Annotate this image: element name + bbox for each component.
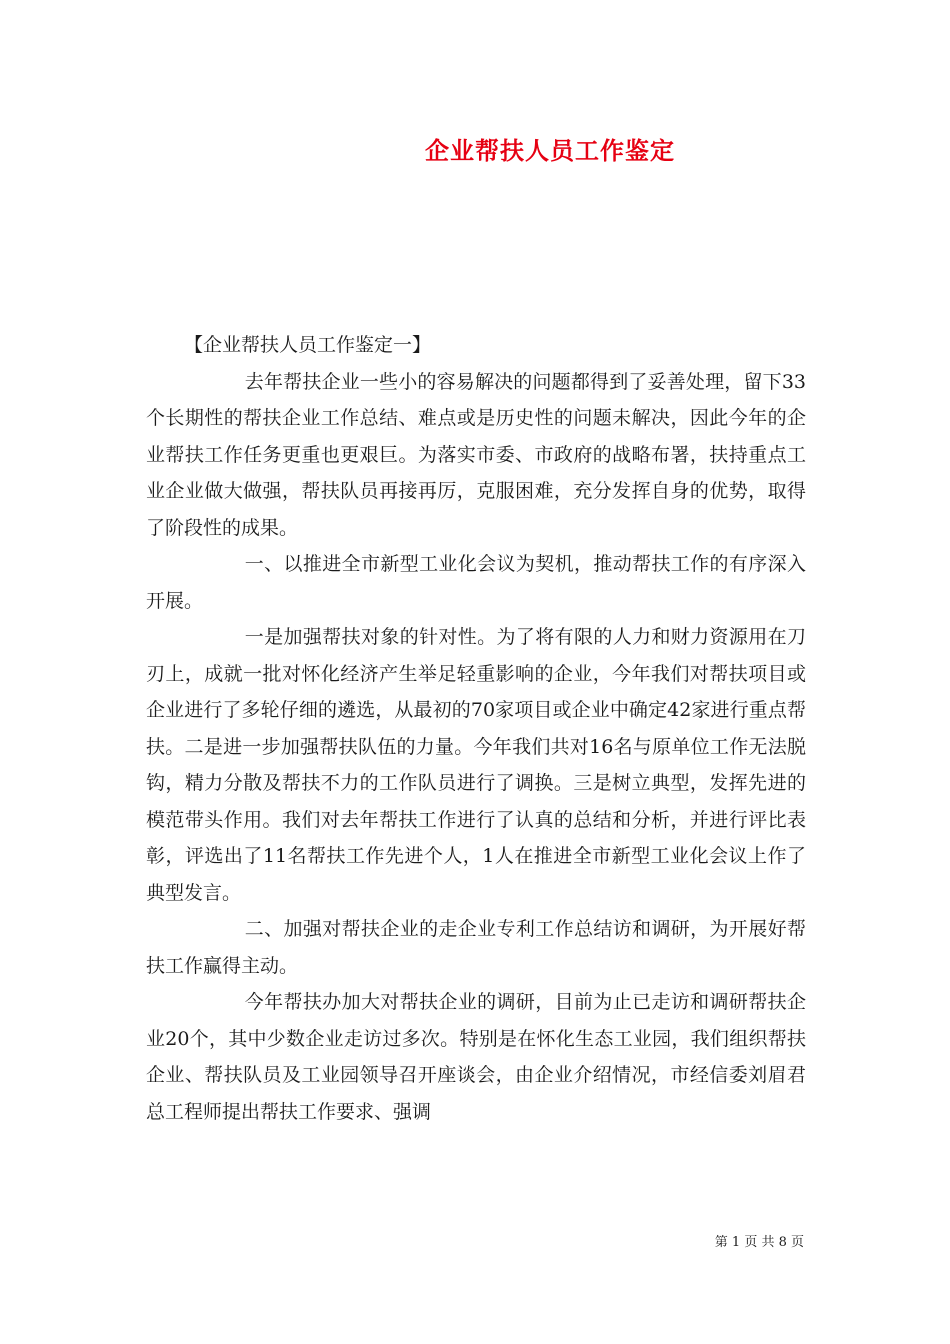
document-title: 企业帮扶人员工作鉴定	[425, 136, 675, 165]
paragraph: 去年帮扶企业一些小的容易解决的问题都得到了妥善处理，留下33个长期性的帮扶企业工作总结、难点或是历史性的问题未解决，因此今年的企业帮扶工作任务更重也更艰巨。为落实市委、市政府的战略布署，扶持重点工业企业做大做强，帮扶队员再接再厉，克服困难，充分发挥自身的优势，取得了阶段性的成果。	[146, 370, 806, 539]
paragraph: 一、以推进全市新型工业化会议为契机，推动帮扶工作的有序深入开展。	[146, 553, 806, 612]
section-heading: 【企业帮扶人员工作鉴定一】	[184, 334, 432, 356]
page-number: 第 1 页 共 8 页	[714, 1235, 804, 1250]
document-body	[146, 327, 806, 1130]
paragraph: 一是加强帮扶对象的针对性。为了将有限的人力和财力资源用在刀刃上，成就一批对怀化经济产生举足轻重影响的企业，今年我们对帮扶项目或企业进行了多轮仔细的遴选，从最初的70家项目或企业中确定42家进行重点帮扶。二是进一步加强帮扶队伍的力量。今年我们共对16名与原单位工作无法脱钩，精力分散及帮扶不力的工作队员进行了调换。三是树立典型，发挥先进的模范带头作用。我们对去年帮扶工作进行了认真的总结和分析，并进行评比表彰，评选出了11名帮扶工作先进个人，1人在推进全市新型工业化会议上作了典型发言。	[146, 626, 806, 904]
paragraph: 今年帮扶办加大对帮扶企业的调研，目前为止已走访和调研帮扶企业20个，其中少数企业走访过多次。特别是在怀化生态工业园，我们组织帮扶企业、帮扶队员及工业园领导召开座谈会，由企业介绍情况，市经信委刘眉君总工程师提出帮扶工作要求、强调	[146, 991, 806, 1123]
paragraph: 二、加强对帮扶企业的走企业专利工作总结访和调研，为开展好帮扶工作赢得主动。	[146, 918, 806, 977]
